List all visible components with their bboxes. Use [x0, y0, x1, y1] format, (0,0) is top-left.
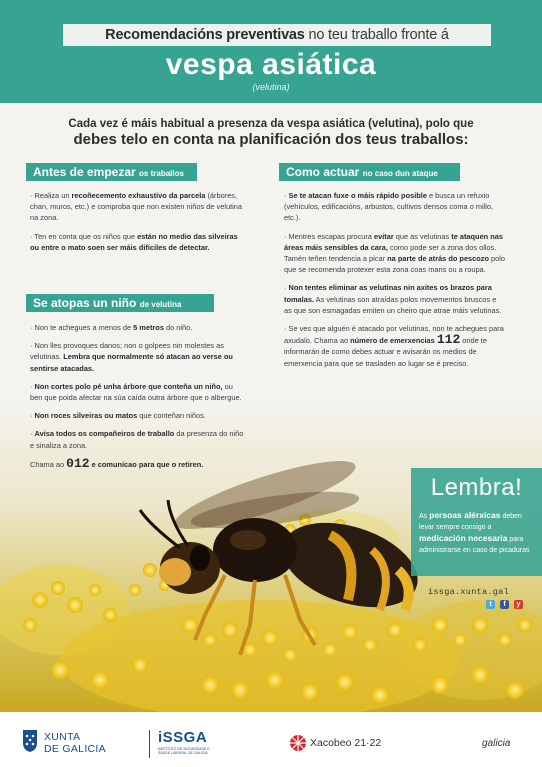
antes-item-1: · Realiza un recoñecemento exhaustivo da parcela (árbores, chan, muros, etc.) e comproba que non existen niños de velutina na zona. [30, 191, 242, 223]
atopas-list [30, 322, 247, 477]
atopas-item-1: · Non te achegues a menos de 5 metros do niño. [30, 323, 193, 332]
antes-item-2: · Ten en conta que os niños que están no medio das silveiras ou entre o mato soen ser máis difíciles de detectar. [30, 231, 238, 252]
issga-logo: iSSGA [158, 729, 208, 746]
section-atopas-small: de velutina [139, 300, 182, 309]
footer [0, 712, 542, 767]
actuar-item-2: · Mentres escapas procura evitar que as velutinas te ataquen nas áreas máis sensibles da cara, como pode ser a zona dos ollos. Tamén teñen tendencia a picar na parte de atrás do pescozo polo que se recomenda protexer esta zona coas mans ou a roupa. [284, 231, 506, 275]
atopas-item-3: · Non cortes polo pé unha árbore que conteña un niño, ou ben que poida afectar na súa caída outra árbore que o albergue. [30, 381, 242, 403]
header-line-rest: no teu traballo fronte á [304, 27, 449, 43]
actuar-item-1: · Se te atacan fuxe o máis rápido posible e busca un refuxio (vehículos, edificacións, arbustos, cultivos densos coma o millo, etc.). [284, 191, 494, 223]
section-header-actuar [279, 163, 460, 181]
section-actuar-title: Como actuar [286, 165, 360, 179]
lembra-text: As persoas alérxicas deben levar sempre consigo a medicación necesaria para administrarse en caso de picaduras [419, 510, 530, 554]
section-actuar-small: no caso dun ataque [362, 169, 438, 178]
page-title: vespa asiática [165, 48, 377, 81]
header-line-emphasis: Recomendacións preventivas [105, 27, 305, 43]
xacobeo-text: Xacobeo 21·22 [310, 737, 382, 749]
lembra-box [411, 468, 542, 576]
page-subtitle: (velutina) [252, 82, 290, 92]
website-link[interactable]: issga.xunta.gal [428, 587, 510, 597]
lembra-title: Lembra! [430, 474, 523, 501]
atopas-item-4: · Non roces silveiras ou matos que conteñan niños. [30, 411, 206, 421]
xunta-shield-icon [22, 729, 38, 753]
actuar-list [284, 190, 506, 376]
xacobeo-logo-icon [289, 734, 307, 752]
actuar-item-4: · Se ves que alguén é atacado por velutinas, non te achegues para axudalo. Chama ao número de emerxencias 112 onde te informarán de como debes actuar e avisarán os medios de emerxencia para que se trasladen ao lugar se é preciso. [284, 324, 504, 368]
header-subtitle-box [63, 24, 491, 46]
intro-line-1: Cada vez é máis habitual a presenza da vespa asiática (velutina), polo que [68, 118, 474, 130]
issga-subtext: INSTITUTO DE SEGURIDADE E SAÚDE LABORAL DE GALICIA [158, 747, 210, 755]
twitter-icon[interactable]: t [486, 600, 495, 609]
antes-list [30, 190, 247, 260]
atopas-item-5: · Avisa todos os compañeiros de traballo da presenza do niño e sinaliza a zona. [30, 429, 244, 450]
section-header-antes [26, 163, 197, 181]
intro-line-2: debes telo en conta na planificación dos teus traballos: [73, 131, 469, 148]
intro [60, 118, 482, 148]
section-atopas-title: Se atopas un niño [33, 296, 137, 310]
footer-divider [149, 730, 150, 758]
section-antes-small: os traballos [139, 169, 184, 178]
header-banner [0, 0, 542, 103]
section-antes-title: Antes de empezar [33, 165, 136, 179]
xunta-logo-text: XUNTA DE GALICIA [44, 731, 106, 755]
atopas-item-6: Chama ao 012 e comunícao para que o retiren. [30, 455, 204, 471]
actuar-item-3: · Non tentes eliminar as velutinas nin axites os brazos para tomalas. As velutinas son atraídas polos movementos bruscos e as que son esmagadas emiten un cheiro que atrae máis velutinas. [284, 283, 502, 315]
atopas-item-2: · Non lles provoques danos; non o golpees nin molestes as velutinas. Lembra que normalmente só atacan ao verse ou sentirse atacadas. [30, 341, 233, 373]
facebook-icon[interactable]: f [500, 600, 509, 609]
youtube-icon[interactable]: y [514, 600, 523, 609]
galicia-logo: galicia [482, 738, 511, 749]
section-header-atopas [26, 294, 214, 312]
